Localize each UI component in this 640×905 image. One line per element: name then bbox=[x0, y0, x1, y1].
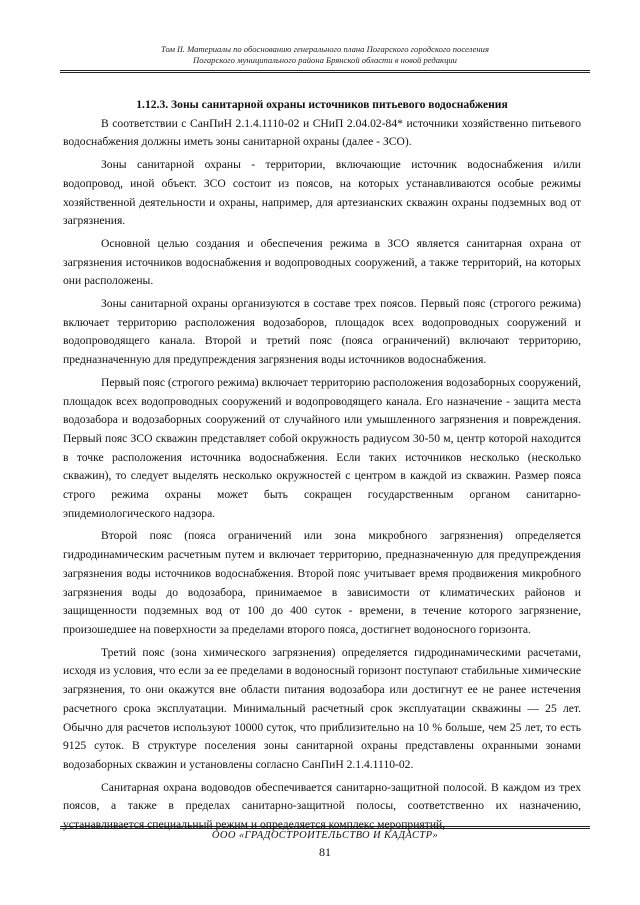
section-body bbox=[63, 96, 581, 835]
page-number: 81 bbox=[319, 845, 331, 859]
paragraph: Основной целью создания и обеспечения режима в ЗСО является санитарная охрана от загрязнения источников водоснабжения и водопроводных сооружений, а также территорий, на которых они расположены. bbox=[63, 236, 581, 288]
running-header bbox=[60, 44, 590, 66]
paragraph: Зоны санитарной охраны - территории, включающие источник водоснабжения и/или водопровод, иной объект. ЗСО состоит из поясов, на которых устанавливаются особые режимы хозяйственной деятельности и охраны, например, для артезианских скважин охраны подземных вод от загрязнения. bbox=[63, 158, 581, 228]
paragraph: Первый пояс (строгого режима) включает территорию расположения водозаборных сооружений, площадок всех водопроводных сооружений и водопроводящего канала. Его назначение - защита места водозабора и водозаборных сооружений от случайного или умышленного загрязнения и повреждения. Первый пояс ЗСО скважин представляет собой окружность радиусом 30-50 м, центр которой находится в точке расположения источника водоснабжения. Если таких источников несколько (несколько скважин), то следует выделять несколько окружностей с центром в каждой из скважин. Размер пояса строго режима охраны может быть сокращен государственным органом санитарно-эпидемиологического надзора. bbox=[63, 375, 581, 520]
footer-company: ООО «ГРАДОСТРОИТЕЛЬСТВО И КАДАСТР» bbox=[211, 830, 439, 841]
section-title: 1.12.3. Зоны санитарной охраны источников питьевого водоснабжения bbox=[136, 98, 508, 111]
header-line-2: Погарского муниципального района Брянской области в новой редакции bbox=[193, 55, 457, 65]
header-line-1: Том II. Материалы по обоснованию генерального плана Погарского городского поселения bbox=[161, 44, 489, 54]
paragraph: В соответствии с СанПиН 2.1.4.1110-02 и СНиП 2.04.02-84* источники хозяйственно питьевого водоснабжения должны иметь зоны санитарной охраны (далее - ЗСО). bbox=[63, 116, 581, 149]
paragraph: Второй пояс (пояса ограничений или зона микробного загрязнения) определяется гидродинамическим расчетным путем и включает территорию, предназначенную для предупреждения загрязнения воды источников водоснабжения. Второй пояс учитывает время продвижения микробного загрязнения воды до водозабора, принимаемое в зависимости от климатических районов и защищенности подземных вод от 100 до 400 суток - времени, в течение которого загрязнение, произошедшее на поверхности за пределами второго пояса, достигнет водоносного горизонта. bbox=[63, 529, 581, 636]
paragraph: Третий пояс (зона химического загрязнения) определяется гидродинамическими расчетами, исходя из условия, что если за ее пределами в водоносный горизонт поступают стабильные химические загрязнения, то они окажутся вне области питания водозабора или достигнут ее не ранее истечения расчетного срока эксплуатации. Минимальный расчетный срок эксплуатации скважины — 25 лет. Обычно для расчетов используют 10000 суток, что приблизительно на 10 % больше, чем 25 лет, то есть 9125 суток. В структуре поселения зоны санитарной охраны представлены охранными зонами водозаборных скважин и установлены согласно СанПиН 2.1.4.1110-02. bbox=[63, 645, 581, 771]
header-divider bbox=[60, 70, 590, 73]
paragraph: Санитарная охрана водоводов обеспечивается санитарно-защитной полосой. В каждом из трех поясов, а также в пределах санитарно-защитной полосы, соответственно их назначению, устанавливается специальный режим и определяется комплекс мероприятий, bbox=[63, 780, 581, 832]
paragraph: Зоны санитарной охраны организуются в составе трех поясов. Первый пояс (строгого режима) включает территорию расположения водозаборов, площадок всех водопроводных сооружений и водопроводящего канала. Второй и третий пояс (пояса ограничений) включают территорию, предназначенную для предупреждения загрязнения воды источников водоснабжения. bbox=[63, 297, 581, 367]
